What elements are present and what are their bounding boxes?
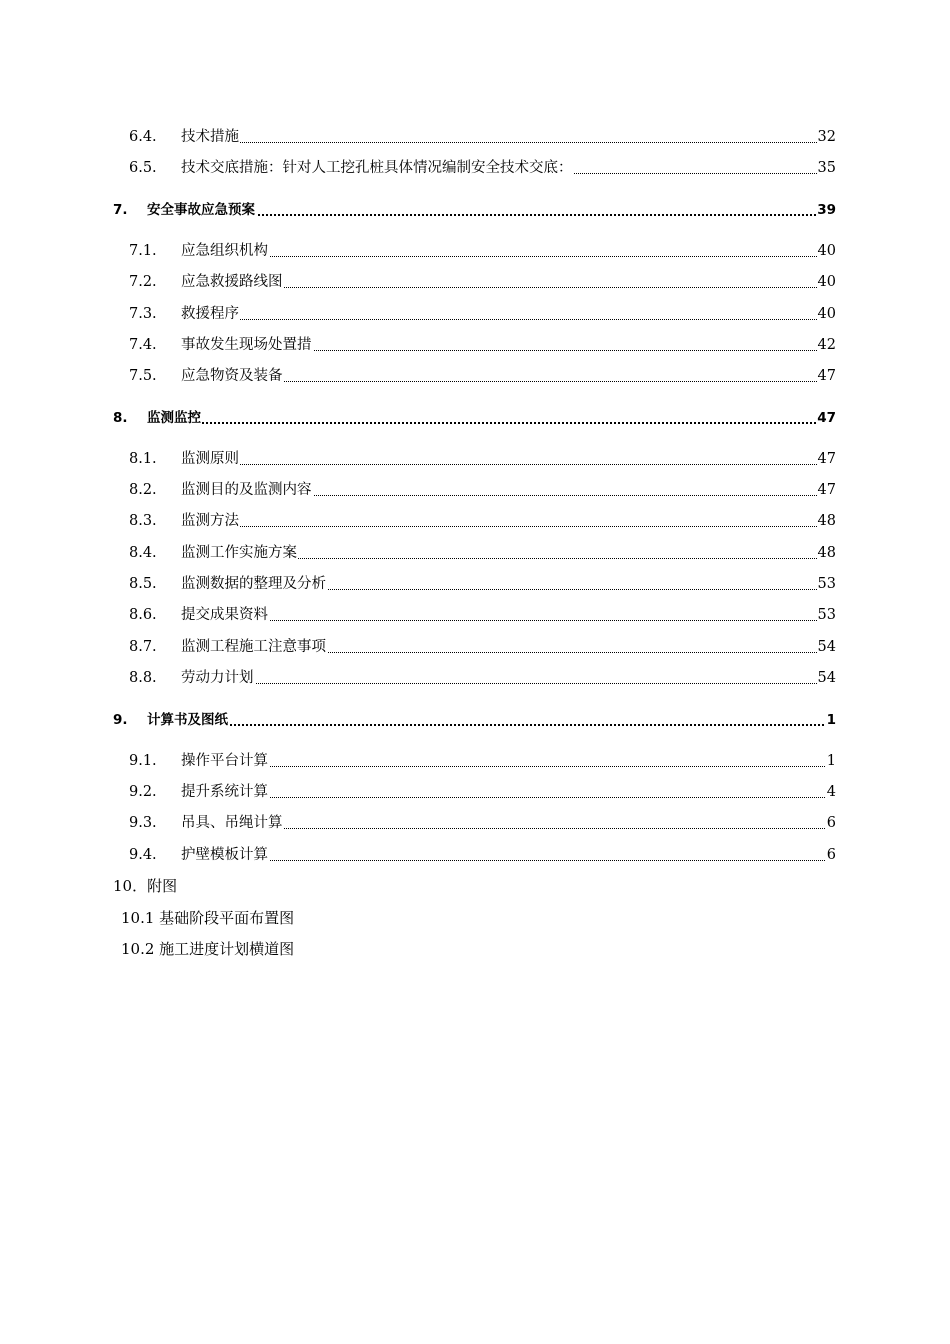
toc-entry-title: 监测目的及监测内容: [181, 479, 313, 501]
toc-entry-title: 应急物资及装备: [181, 365, 284, 387]
toc-page-number: 40: [817, 240, 836, 262]
toc-page-number: 47: [816, 407, 836, 429]
appendix-heading: 10．附图: [113, 877, 178, 895]
toc-entry-title: 安全事故应急预案: [147, 199, 256, 221]
toc-page-number: 35: [817, 157, 836, 179]
toc-page-number: 32: [817, 126, 836, 148]
toc-entry-title: 监测工作实施方案: [181, 542, 298, 564]
toc-entry-number: 8.4.: [129, 545, 157, 561]
toc-subsection-entry: [0, 334, 950, 356]
toc-entry-number: 9.3.: [129, 815, 157, 831]
toc-entry-title: 救援程序: [181, 303, 240, 325]
toc-entry-number: 7.4.: [129, 337, 157, 353]
toc-subsection-entry: [0, 479, 950, 501]
toc-entry-number: 7.: [113, 202, 128, 218]
toc-subsection-entry: [0, 636, 950, 658]
toc-entry-title: 技术交底措施：针对人工挖孔桩具体情况编制安全技术交底：: [181, 157, 574, 179]
toc-entry-number: 7.1.: [129, 243, 157, 259]
toc-page-number: 54: [817, 667, 836, 689]
toc-page-number: 40: [817, 271, 836, 293]
toc-dot-leader: [181, 303, 835, 325]
toc-entry-title: 监测数据的整理及分析: [181, 573, 327, 595]
toc-page-number: 40: [817, 303, 836, 325]
toc-dot-leader: [181, 844, 835, 866]
toc-page-number: 47: [817, 365, 836, 387]
toc-page-number: 42: [817, 334, 836, 356]
toc-page-number: 1: [826, 750, 836, 772]
toc-subsection-entry: [0, 542, 950, 564]
toc-entry-title: 监测监控: [147, 407, 202, 429]
toc-entry-title: 操作平台计算: [181, 750, 269, 772]
toc-entry-number: 8.3.: [129, 513, 157, 529]
toc-entry-title: 技术措施: [181, 126, 240, 148]
toc-entry-number: 8.7.: [129, 639, 157, 655]
toc-dot-leader: [181, 750, 835, 772]
toc-dot-leader: [181, 240, 835, 262]
toc-entry-title: 应急救援路线图: [181, 271, 284, 293]
toc-entry-title: 监测原则: [181, 448, 240, 470]
toc-dot-leader: [181, 667, 835, 689]
toc-subsection-entry: [0, 667, 950, 689]
toc-entry-number: 7.2.: [129, 274, 157, 290]
toc-entry-number: 8.2.: [129, 482, 157, 498]
toc-entry-title: 监测工程施工注意事项: [181, 636, 327, 658]
toc-entry-title: 提交成果资料: [181, 604, 269, 626]
toc-page-number: 6: [826, 844, 836, 866]
toc-entry-number: 6.5.: [129, 160, 157, 176]
toc-entry-number: 8.1.: [129, 451, 157, 467]
toc-subsection-entry: [0, 573, 950, 595]
toc-page-number: 47: [817, 479, 836, 501]
toc-entry-number: 8.8.: [129, 670, 157, 686]
toc-page-number: 47: [817, 448, 836, 470]
toc-entry-title: 计算书及图纸: [147, 709, 229, 731]
toc-section-entry: [0, 709, 950, 731]
toc-subsection-entry: [0, 240, 950, 262]
toc-entry-number: 9.2.: [129, 784, 157, 800]
toc-page-number: 39: [816, 199, 836, 221]
toc-page-number: 6: [826, 812, 836, 834]
toc-entry-title: 劳动力计划: [181, 667, 255, 689]
toc-entry-title: 监测方法: [181, 510, 240, 532]
toc-page-number: 53: [817, 573, 836, 595]
toc-entry-number: 9.4.: [129, 847, 157, 863]
toc-subsection-entry: [0, 448, 950, 470]
toc-subsection-entry: [0, 812, 950, 834]
toc-dot-leader: [181, 781, 835, 803]
toc-page-number: 48: [817, 510, 836, 532]
toc-entry-number: 7.5.: [129, 368, 157, 384]
toc-subsection-entry: [0, 365, 950, 387]
toc-page-number: 48: [817, 542, 836, 564]
toc-subsection-entry: [0, 750, 950, 772]
toc-entry-title: 吊具、吊绳计算: [181, 812, 284, 834]
appendix-item: 10.1 基础阶段平面布置图: [121, 909, 295, 927]
toc-entry-title: 事故发生现场处置措: [181, 334, 313, 356]
toc-entry-title: 应急组织机构: [181, 240, 269, 262]
toc-subsection-entry: [0, 604, 950, 626]
toc-subsection-entry: [0, 157, 950, 179]
toc-dot-leader: [181, 126, 835, 148]
toc-entry-title: 护壁模板计算: [181, 844, 269, 866]
toc-subsection-entry: [0, 510, 950, 532]
toc-page-number: 54: [817, 636, 836, 658]
toc-entry-number: 7.3.: [129, 306, 157, 322]
toc-subsection-entry: [0, 781, 950, 803]
toc-section-entry: [0, 199, 950, 221]
toc-subsection-entry: [0, 303, 950, 325]
toc-entry-number: 9.1.: [129, 753, 157, 769]
toc-dot-leader: [147, 709, 835, 731]
toc-subsection-entry: [0, 844, 950, 866]
toc-dot-leader: [181, 604, 835, 626]
toc-page-number: 4: [826, 781, 836, 803]
toc-dot-leader: [147, 407, 835, 429]
appendix-item: 10.2 施工进度计划横道图: [121, 940, 295, 958]
toc-entry-number: 8.6.: [129, 607, 157, 623]
toc-section-entry: [0, 407, 950, 429]
toc-entry-number: 9.: [113, 712, 128, 728]
toc-entry-title: 提升系统计算: [181, 781, 269, 803]
toc-subsection-entry: [0, 126, 950, 148]
toc-page-number: 53: [817, 604, 836, 626]
toc-entry-number: 6.4.: [129, 129, 157, 145]
toc-dot-leader: [181, 448, 835, 470]
toc-page-number: 1: [826, 709, 836, 731]
toc-dot-leader: [181, 510, 835, 532]
toc-entry-number: 8.: [113, 410, 128, 426]
toc-entry-number: 8.5.: [129, 576, 157, 592]
toc-subsection-entry: [0, 271, 950, 293]
